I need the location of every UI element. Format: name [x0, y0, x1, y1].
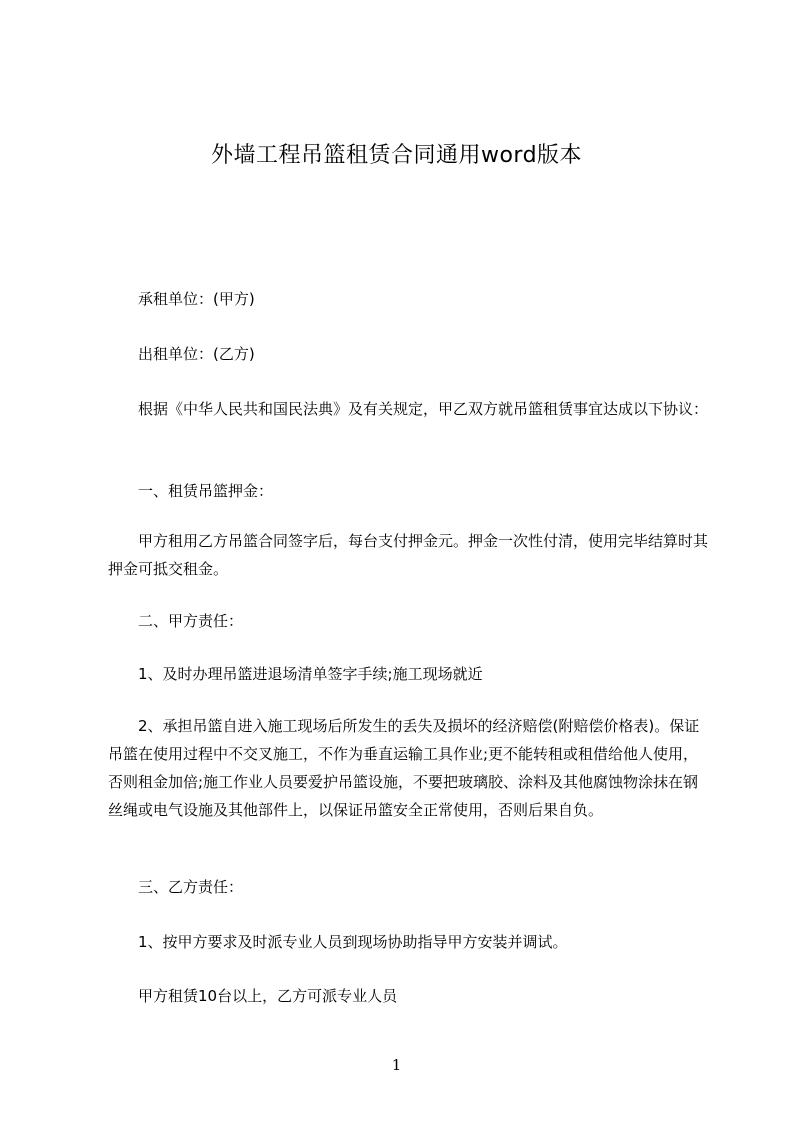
party-a-item-2: 2、承担吊篮自进入施工现场后所发生的丢失及损坏的经济赔偿(附赔偿价格表)。保证吊篮在使用过程中不交叉施工，不作为垂直运输工具作业;更不能转租或租借给他人使用，否则租金加倍;施工作业人员要爱护吊篮设施，不要把玻璃胶、涂料及其他腐蚀物涂抹在钢丝绳或电气设施及其他部件上，以保证吊篮安全正常使用，否则后果自负。	[108, 717, 700, 819]
section-heading-party-a: 二、甲方责任：	[138, 612, 244, 630]
document-title: 外墙工程吊篮租赁合同通用word版本	[210, 143, 583, 168]
section-heading-party-b: 三、乙方责任：	[138, 878, 244, 896]
section-heading-deposit: 一、租赁吊篮押金：	[138, 482, 274, 500]
preamble-paragraph: 根据《中华人民共和国民法典》及有关规定，甲乙双方就吊篮租赁事宜达成以下协议：	[138, 400, 709, 418]
deposit-paragraph: 甲方租用乙方吊篮合同签字后，每台支付押金元。押金一次性付清，使用完毕结算时其押金可抵交租金。	[108, 532, 709, 578]
lessee-line: 承租单位：(甲方)	[138, 290, 255, 308]
party-a-item-1: 1、及时办理吊篮进退场清单签字手续;施工现场就近	[138, 665, 483, 683]
party-b-note: 甲方租赁10台以上，乙方可派专业人员	[138, 987, 398, 1005]
party-b-item-1: 1、按甲方要求及时派专业人员到现场协助指导甲方安装并调试。	[138, 933, 568, 951]
page-number: 1	[391, 1056, 402, 1074]
lessor-line: 出租单位：(乙方)	[138, 345, 255, 363]
